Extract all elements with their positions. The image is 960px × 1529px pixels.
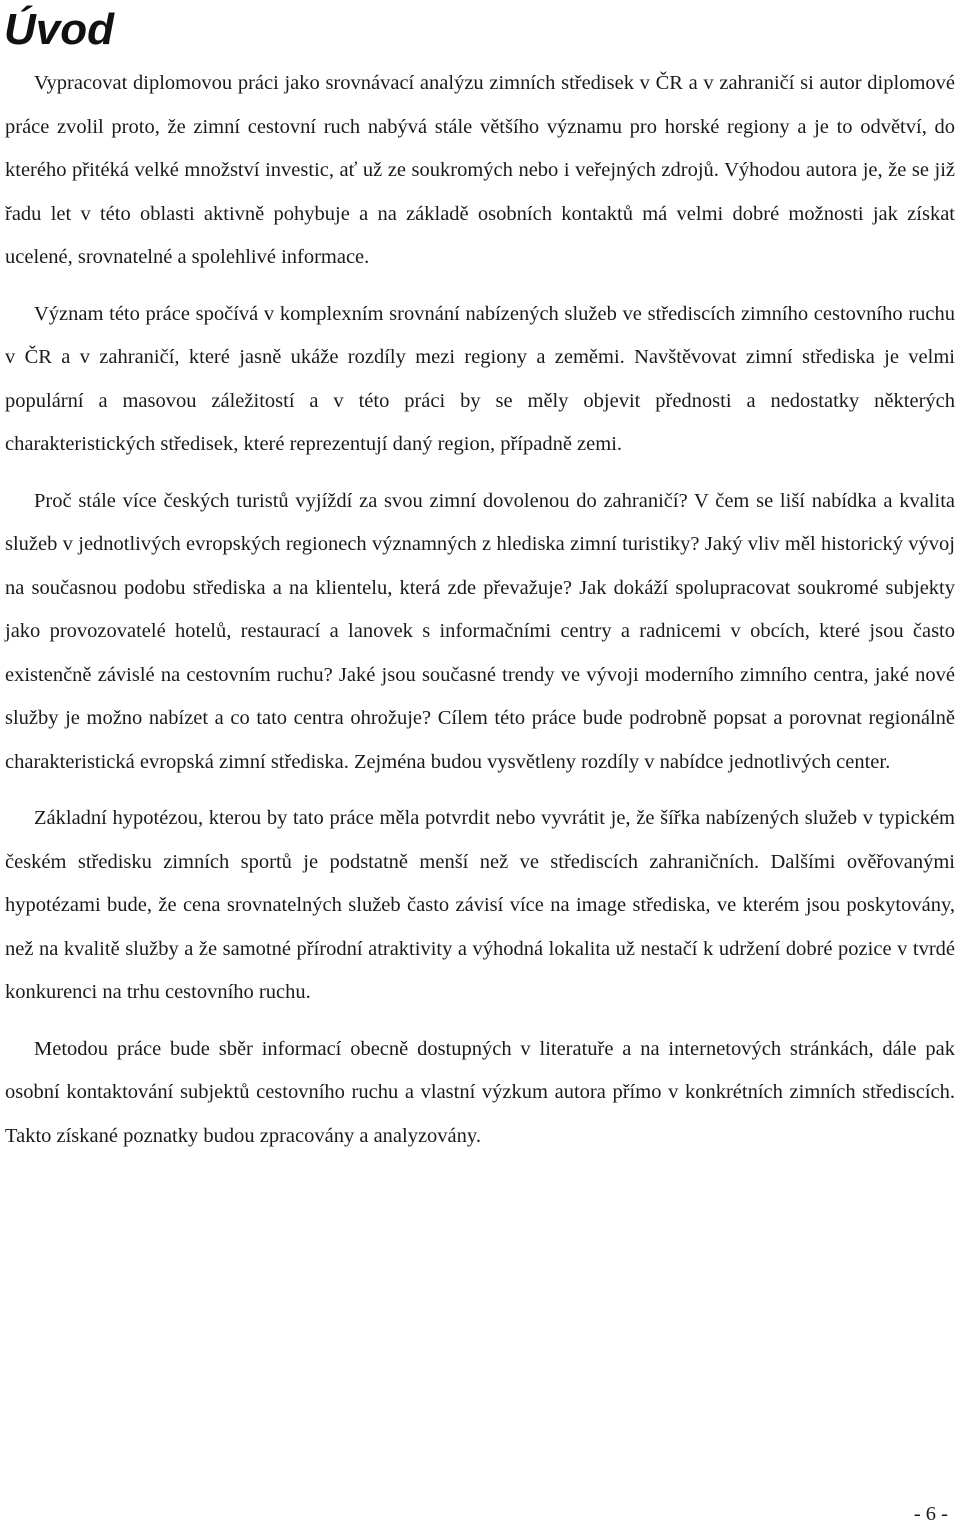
paragraph-significance: Význam této práce spočívá v komplexním srovnání nabízených služeb ve střediscích zimního cestovního ruchu v ČR a v zahraničí, které jasně ukáže rozdíly mezi regiony a zeměmi. Navštěvovat zimní střediska je velmi populární a masovou záležitostí a v této práci by se měly objevit přednosti a nedostatky některých charakteristických středisek, které reprezentují daný region, případně zemi.	[5, 302, 955, 455]
body-text	[5, 62, 955, 1171]
paragraph-methodology: Metodou práce bude sběr informací obecně dostupných v literatuře a na internetových stránkách, dále pak osobní kontaktování subjektů cestovního ruchu a vlastní výzkum autora přímo v konkrétních zimních střediscích. Takto získané poznatky budou zpracovány a analyzovány.	[5, 1037, 955, 1147]
paragraph-motivation: Vypracovat diplomovou práci jako srovnávací analýzu zimních středisek v ČR a v zahraničí si autor diplomové práce zvolil proto, že zimní cestovní ruch nabývá stále většího významu pro horské regiony a je to odvětví, do kterého přitéká velké množství investic, ať už ze soukromých nebo i veřejných zdrojů. Výhodou autora je, že se již řadu let v této oblasti aktivně pohybuje a na základě osobních kontaktů má velmi dobré možnosti jak získat ucelené, srovnatelné a spolehlivé informace.	[5, 72, 955, 268]
paragraph-research-questions: Proč stále více českých turistů vyjíždí za svou zimní dovolenou do zahraničí? V čem se liší nabídka a kvalita služeb v jednotlivých evropských regionech významných z hlediska zimní turistiky? Jaký vliv měl historický vývoj na současnou podobu střediska a na klientelu, která zde převažuje? Jak dokáží spolupracovat soukromé subjekty jako provozovatelé hotelů, restaurací a lanovek s informačními centry a radnicemi v obcích, které jsou často existenčně závislé na cestovním ruchu? Jaké jsou současné trendy ve vývoji moderního zimního centra, jaké nové služby je možno nabízet a co tato centra ohrožuje? Cílem této práce bude podrobně popsat a porovnat regionálně charakteristická evropská zimní střediska. Zejména budou vysvětleny rozdíly v nabídce jednotlivých center.	[5, 489, 955, 773]
chapter-heading: Úvod	[4, 5, 114, 54]
paragraph-hypotheses: Základní hypotézou, kterou by tato práce měla potvrdit nebo vyvrátit je, že šířka nabízených služeb v typickém českém středisku zimních sportů je podstatně menší než ve střediscích zahraničních. Dalšími ověřovanými hypotézami bude, že cena srovnatelných služeb často závisí více na image střediska, ve kterém jsou poskytovány, než na kvalitě služby a že samotné přírodní atraktivity a výhodná lokalita už nestačí k udržení dobré pozice v tvrdé konkurenci na trhu cestovního ruchu.	[5, 807, 955, 1003]
page-number: - 6 -	[913, 1503, 948, 1525]
